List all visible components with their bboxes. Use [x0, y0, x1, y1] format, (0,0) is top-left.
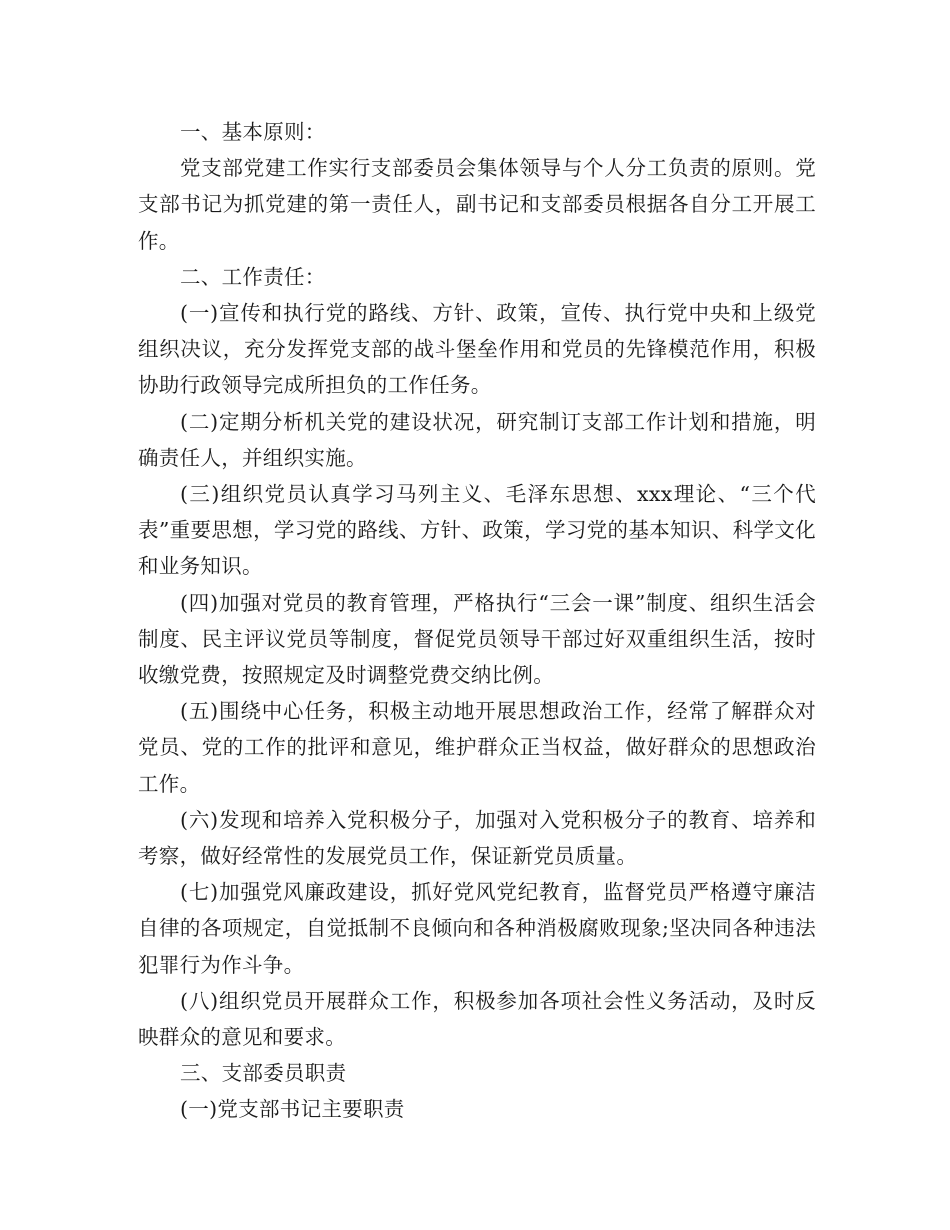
paragraph-item-5: (五)围绕中心任务，积极主动地开展思想政治工作，经常了解群众对党员、党的工作的批评和意见，维护群众正当权益，做好群众的思想政治工作。 [138, 699, 816, 796]
paragraph-item-8: (八)组织党员开展群众工作，积极参加各项社会性义务活动，及时反映群众的意见和要求。 [138, 988, 816, 1050]
paragraph-item-7: (七)加强党风廉政建设，抓好党风党纪教育，监督党员严格遵守廉洁自律的各项规定，自觉抵制不良倾向和各种消极腐败现象;坚决同各种违法犯罪行为作斗争。 [138, 880, 816, 977]
document-body [138, 114, 816, 1128]
paragraph-item-1: (一)宣传和执行党的路线、方针、政策，宣传、执行党中央和上级党组织决议，充分发挥党支部的战斗堡垒作用和党员的先锋模范作用，积极协助行政领导完成所担负的工作任务。 [138, 301, 816, 398]
paragraph-item-4: (四)加强对党员的教育管理，严格执行“三会一课”制度、组织生活会制度、民主评议党员等制度，督促党员领导干部过好双重组织生活，按时收缴党费，按照规定及时调整党费交纳比例。 [138, 590, 816, 688]
paragraph-principle-text: 党支部党建工作实行支部委员会集体领导与个人分工负责的原则。党支部书记为抓党建的第一责任人，副书记和支部委员根据各自分工开展工作。 [138, 156, 816, 253]
section-heading-work-responsibility: 二、工作责任： [180, 264, 326, 289]
paragraph-item-6: (六)发现和培养入党积极分子，加强对入党积极分子的教育、培养和考察，做好经常性的发展党员工作，保证新党员质量。 [138, 807, 816, 869]
section-heading-committee-duties: 三、支部委员职责 [180, 1061, 347, 1086]
subheading-secretary-duties: (一)党支部书记主要职责 [180, 1097, 405, 1122]
section-heading-basic-principles: 一、基本原则： [180, 120, 326, 144]
paragraph-item-2: (二)定期分析机关党的建设状况，研究制订支部工作计划和措施，明确责任人，并组织实施。 [138, 409, 816, 470]
paragraph-item-3: (三)组织党员认真学习马列主义、毛泽东思想、xxx理论、“三个代表”重要思想，学习党的路线、方针、政策，学习党的基本知识、科学文化和业务知识。 [138, 482, 816, 579]
